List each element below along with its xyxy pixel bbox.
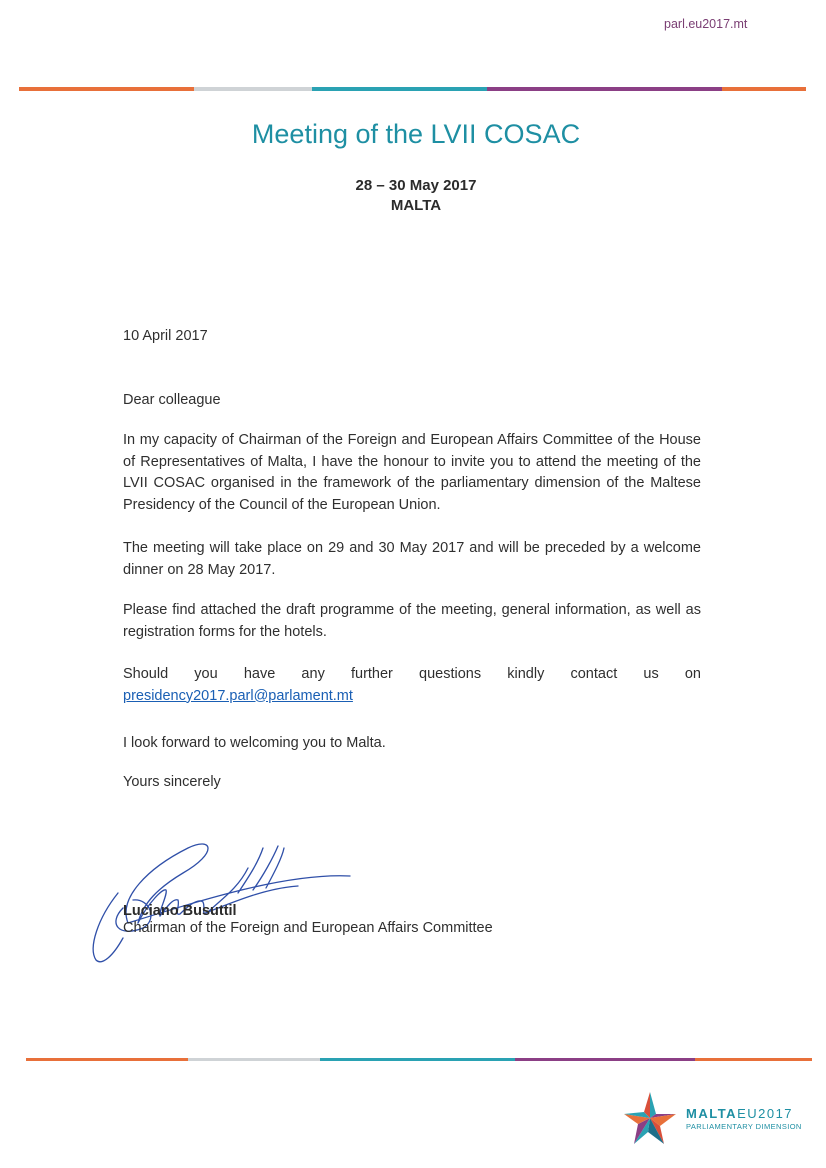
paragraph-contact: [123, 664, 701, 707]
header-url[interactable]: parl.eu2017.mt: [664, 17, 748, 31]
stripe-segment: [312, 87, 487, 91]
signatory-name: Luciano Busuttil: [123, 903, 237, 919]
malta-eu2017-logo: [620, 1088, 802, 1148]
salutation: Dear colleague: [123, 392, 221, 408]
top-color-stripe: [19, 87, 806, 91]
stripe-segment: [515, 1058, 695, 1061]
page-title: Meeting of the LVII COSAC: [251, 119, 581, 149]
paragraph-attachments: Please find attached the draft programme of the meeting, general information, as well as registration forms for the hotels.: [123, 602, 701, 640]
paragraph-closing-remark: I look forward to welcoming you to Malta.: [123, 735, 386, 751]
star-logo-icon: [620, 1088, 680, 1148]
event-dates: [0, 176, 826, 216]
stripe-segment: [320, 1058, 515, 1061]
handwritten-signature: [88, 828, 358, 968]
closing: Yours sincerely: [123, 774, 221, 790]
stripe-segment: [19, 87, 194, 91]
signatory-role: Chairman of the Foreign and European Affairs Committee: [123, 920, 493, 936]
contact-email-link[interactable]: presidency2017.parl@parlament.mt: [123, 687, 353, 704]
stripe-segment: [487, 87, 722, 91]
stripe-segment: [26, 1058, 188, 1061]
paragraph-dates: The meeting will take place on 29 and 30 May 2017 and will be preceded by a welcome dinner on 28 May 2017.: [123, 540, 701, 578]
stripe-segment: [188, 1058, 320, 1061]
contact-text: Should you have any further questions kindly contact us on: [123, 666, 701, 682]
stripe-segment: [695, 1058, 812, 1061]
logo-subtitle: PARLIAMENTARY DIMENSION: [686, 1121, 802, 1131]
bottom-color-stripe: [26, 1058, 812, 1061]
paragraph-invitation: In my capacity of Chairman of the Foreign and European Affairs Committee of the House of Representatives of Malta, I have the honour to invite you to attend the meeting of the LVII COSAC organised in the framework of the parliamentary dimension of the Maltese Presidency of the Council of the European Union.: [123, 432, 701, 513]
date-range: 28 – 30 May 2017: [355, 177, 477, 194]
logo-suffix: EU2017: [737, 1105, 794, 1121]
event-location: MALTA: [390, 197, 442, 214]
letter-date: 10 April 2017: [123, 328, 208, 344]
logo-brand: MALTA: [686, 1105, 738, 1121]
stripe-segment: [194, 87, 312, 91]
stripe-segment: [722, 87, 806, 91]
